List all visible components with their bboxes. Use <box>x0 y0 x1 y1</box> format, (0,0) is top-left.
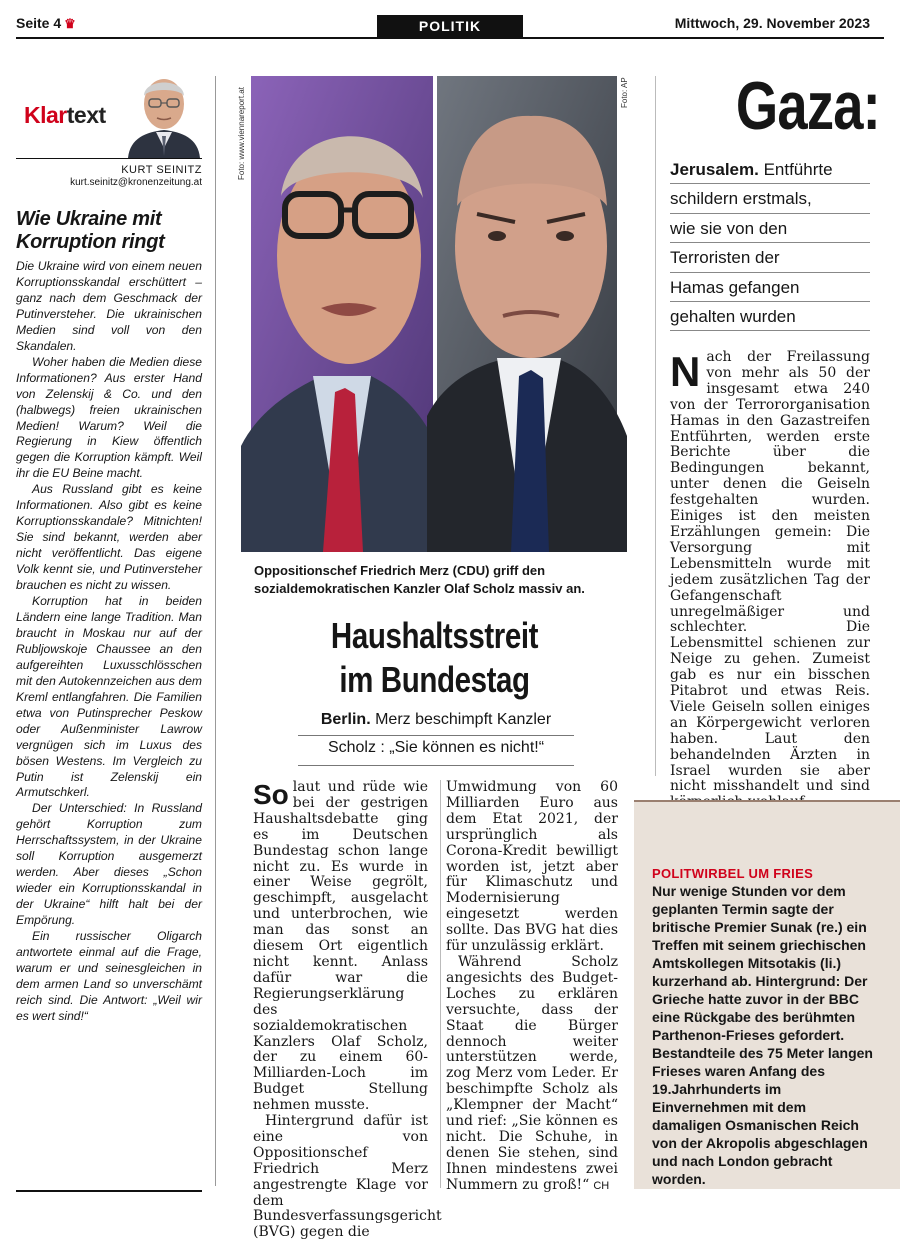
headline-line: im Bundestag <box>339 659 530 700</box>
klartext-paragraph: Ein russischer Oligarch antwortete einmal auf die Frage, warum er und seinesgleichen in dem armen Land so unverschämt reich sind. Die Antwort: „Weil wir es wert sind!“ <box>16 929 202 1023</box>
klartext-column <box>16 60 202 1025</box>
klartext-paragraph: Der Unterschied: In Russland gehört Korruption zum Herrschaftssystem, in der Ukraine soll Korruption ausgemerzt werden. Aber dieses „Schon wieder ein Korruptionsskandal in der Ukraine“ hilft halt bei der Empörung. <box>16 801 202 928</box>
photo-merz <box>251 76 433 552</box>
info-box-text: Nur wenige Stunden vor dem geplanten Termin sagte der britische Premier Sunak (re.) ein Treffen mit seinem griechischen Amtskollegen Mitsotakis (li.) kurzerhand ab. Hintergrund: Der Grieche hatte zuvor in der BBC eine Rückgabe des berühmten Parthenon-Frieses gefordert. Bestandteile des 75 Meter langen Frieses waren Anfang des 19.Jahrhunderts im Einvernehmen mit dem damaligen Osmanischen Reich von der Akropolis abgeschlagen und nach London gebracht worden. <box>652 883 873 1187</box>
article-paragraph: Hintergrund dafür ist eine von Oppositionschef Friedrich Merz angestrengte Klage vor dem Bundesverfassungsgericht (BVG) gegen die <box>253 1113 442 1241</box>
author-email: kurt.seinitz@kronenzeitung.at <box>70 177 202 188</box>
deck-line: Scholz : „Sie können es nicht!“ <box>327 739 545 756</box>
article-column <box>253 779 442 1241</box>
crown-icon: ♛ <box>64 16 76 31</box>
gaza-deck-line: gehalten wurden <box>670 302 870 331</box>
gaza-deck-text: Entführte <box>758 160 833 179</box>
author-portrait <box>124 66 204 158</box>
klartext-rule <box>16 158 202 159</box>
article-text: laut und rüde wie bei der gestrigen Haushaltsdebatte ging es im Deutschen Bundestag schon lange nicht zu. Es wurde in einer Weise gegrölt, geschimpft, ausgelacht und unterbrochen, wie man das sonst an diesem Ort eigentlich nicht kennt. Anlass dafür war die Regierungserklärung des sozialdemokratischen Kanzlers Olaf Scholz, der zu einem 60-Milliarden-Loch im Budget Stellung nehmen musste. <box>253 779 428 1114</box>
deck-line <box>298 711 574 729</box>
gaza-article <box>670 350 870 811</box>
column-divider <box>655 76 656 776</box>
article-paragraph <box>253 780 428 1114</box>
klartext-bottom-rule <box>16 1190 202 1192</box>
photo-scholz <box>437 76 617 552</box>
drop-cap: So <box>253 779 289 810</box>
gaza-deck-place: Jerusalem. <box>670 160 759 179</box>
section-label: POLITIK <box>377 15 523 37</box>
gaza-headline: Gaza: <box>735 68 880 144</box>
klartext-logo <box>24 102 106 129</box>
gaza-deck-line: Hamas gefangen <box>670 273 870 302</box>
deck-rule <box>298 765 574 766</box>
article-column <box>446 780 618 1194</box>
klartext-title: Wie Ukraine mit Korruption ringt <box>16 208 165 253</box>
drop-cap: N <box>670 348 701 395</box>
headline-line: Haushaltsstreit <box>330 615 539 656</box>
column-divider <box>440 780 441 1188</box>
photo-credit-right: Foto: AP <box>620 77 629 108</box>
gaza-deck-line <box>670 155 870 184</box>
gaza-deck-line: Terroristen der <box>670 243 870 272</box>
klartext-paragraph: Die Ukraine wird von einem neuen Korruptionsskandal erschüttert – ganz nach dem Geschmack der Putinversteher. Die ukrainischen Medien sind voll von den Skandalen. <box>16 259 202 353</box>
page-header <box>0 0 900 40</box>
photo-caption: Oppositionschef Friedrich Merz (CDU) griff den sozialdemokratischen Kanzler Olaf Scholz massiv an. <box>254 563 585 596</box>
article-paragraph <box>446 955 618 1194</box>
deck-rule <box>298 735 574 736</box>
deck-text: Merz beschimpft Kanzler <box>375 711 552 728</box>
author-name: KURT SEINITZ <box>121 164 202 176</box>
klartext-paragraph: Korruption hat in beiden Ländern eine lange Tradition. Man braucht in Moskau nur auf der Rubljowskoje Chaussee an den aufgereihten Luxusschlösschen mit den Autokennzeichen aus dem Kreml entlangfahren. Die Familien etwa von Putinsprecher Peskow oder Außenminister Lawrow vergnügen sich im Luxus des bösen Westens. Im Vergleich zu Putin ist Zelenskij ein Armutschkerl. <box>16 594 202 800</box>
main-headline <box>284 614 585 702</box>
gaza-deck-line: schildern erstmals, <box>670 184 870 213</box>
header-rule <box>16 37 884 39</box>
gaza-deck-line: wie sie von den <box>670 214 870 243</box>
article-paragraph: Umwidmung von 60 Milliarden Euro aus dem Etat 2021, der ursprünglich als Corona-Kredit bewilligt worden ist, jetzt aber für Klimaschutz und Modernisierung eingesetzt werden sollte. Das BVG hat dies für unzulässig erklärt. <box>446 779 618 955</box>
klartext-logo-part1: Klar <box>24 102 67 128</box>
klartext-paragraph: Woher haben die Medien diese Informationen? Aus erster Hand von Zelenskij & Co. und den (halbwegs) freien ukrainischen Medien! Warum? Weil die Regierung in Kiew öffentlich gegen die Korruption kämpft. Weil ihr die EU Beine macht. <box>16 354 202 481</box>
info-box-rule <box>634 800 900 802</box>
article-text: Während Scholz angesichts des Budget-Loches zu erklären versuchte, dass der Staat die Bürger dennoch weiter unterstützen werde, zog Merz vom Leder. Er beschimpfte Scholz als „Klempner der Macht“ und rief: „Sie können es nicht. Die Schuhe, in denen Sie stehen, sind Ihnen mindestens zwei Nummern zu groß!“ <box>446 953 618 1193</box>
page-number-text: Seite 4 <box>16 15 62 31</box>
gaza-deck <box>670 155 870 331</box>
page-number <box>16 15 76 32</box>
klartext-header <box>16 60 202 158</box>
klartext-paragraph: Aus Russland gibt es keine Informationen. Also gibt es keine Korruptionsskandale? Mitnichten! Sie sind bekannt, werden aber nicht veröffentlicht. Das eigene Volk kennt sie, und Putinversteher brauchen es nicht zu wissen. <box>16 482 202 593</box>
photo-credit-left: Foto: www.viennareport.at <box>237 87 246 180</box>
deck-place: Berlin. <box>320 711 371 728</box>
author-signature: CH <box>593 1179 610 1192</box>
column-divider <box>215 76 216 1186</box>
issue-date: Mittwoch, 29. November 2023 <box>674 15 870 31</box>
klartext-body <box>16 259 202 1025</box>
info-box-title: POLITWIRBEL UM FRIES <box>652 866 814 881</box>
gaza-article-text: ach der Freilassung von mehr als 50 der insgesamt etwa 240 von der Terrororganisation Hamas in den Gazastreifen Entführten, werden erste Berichte über die Bedingungen bekannt, unter denen die Geiseln festgehalten wurden. Einiges ist den meisten Erzählungen gemein: Die Versorgung mit Lebensmitteln wurde mit jedem zusätzlichen Tag der Gefangenschaft unregelmäßiger und schlechter. Die Lebensmittel schienen zur Neige zu gehen. Zumeist gab es nur ein bisschen Pitabrot und etwas Reis. Viele Geiseln sollen einiges an Körpergewicht verloren haben. Laut den behandelnden Ärzten in Israel wurden sie aber nicht misshandelt und sind <box>670 349 870 795</box>
klartext-logo-part2: text <box>66 102 106 128</box>
